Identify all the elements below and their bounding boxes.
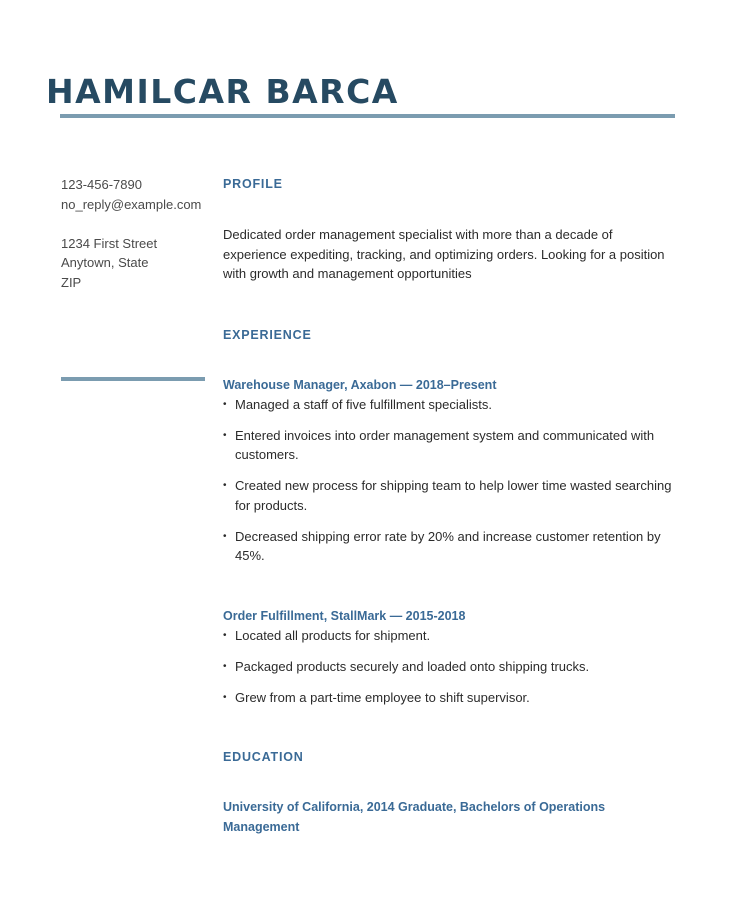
job-entry (223, 607, 678, 708)
list-item: • Created new process for shipping team to help lower time wasted searching for products. (223, 476, 678, 515)
contact-sidebar (61, 175, 211, 292)
profile-heading: PROFILE (223, 177, 283, 191)
list-item: • Located all products for shipment. (223, 626, 678, 646)
job-entry (223, 376, 678, 566)
list-item: • Packaged products securely and loaded onto shipping trucks. (223, 657, 678, 677)
address-line-1: 1234 First Street (61, 235, 158, 251)
experience-heading: EXPERIENCE (223, 327, 312, 342)
education-section (223, 748, 678, 837)
address-line-2: Anytown, State (61, 255, 149, 270)
sidebar-divider (61, 377, 205, 381)
list-item: • Grew from a part-time employee to shift supervisor. (223, 688, 678, 708)
list-item: • Managed a staff of five fulfillment specialists. (223, 395, 678, 415)
job-title: Order Fulfillment, StallMark — 2015-2018 (223, 608, 466, 623)
list-item: • Entered invoices into order management system and communicated with customers. (223, 426, 678, 465)
education-entry: University of California, 2014 Graduate, Bachelors of Operations Management (223, 800, 606, 834)
job-bullets (223, 395, 678, 566)
header-divider (60, 114, 675, 118)
address-line-3: ZIP (61, 274, 82, 290)
experience-section (223, 326, 678, 708)
profile-text: Dedicated order management specialist with more than a decade of experience expediting, tracking, and optimizing orders. Looking for a position with growth and management opportunities (223, 227, 665, 281)
phone-number: 123-456-7890 (61, 177, 142, 192)
candidate-name: HAMILCAR BARCA (46, 72, 399, 111)
profile-section (223, 175, 678, 284)
main-content (223, 175, 678, 837)
job-title: Warehouse Manager, Axabon — 2018–Present (223, 377, 497, 392)
education-heading: EDUCATION (223, 750, 304, 764)
list-item: • Decreased shipping error rate by 20% and increase customer retention by 45%. (223, 527, 678, 566)
job-bullets (223, 626, 678, 708)
email-address: no_reply@example.com (61, 196, 202, 212)
